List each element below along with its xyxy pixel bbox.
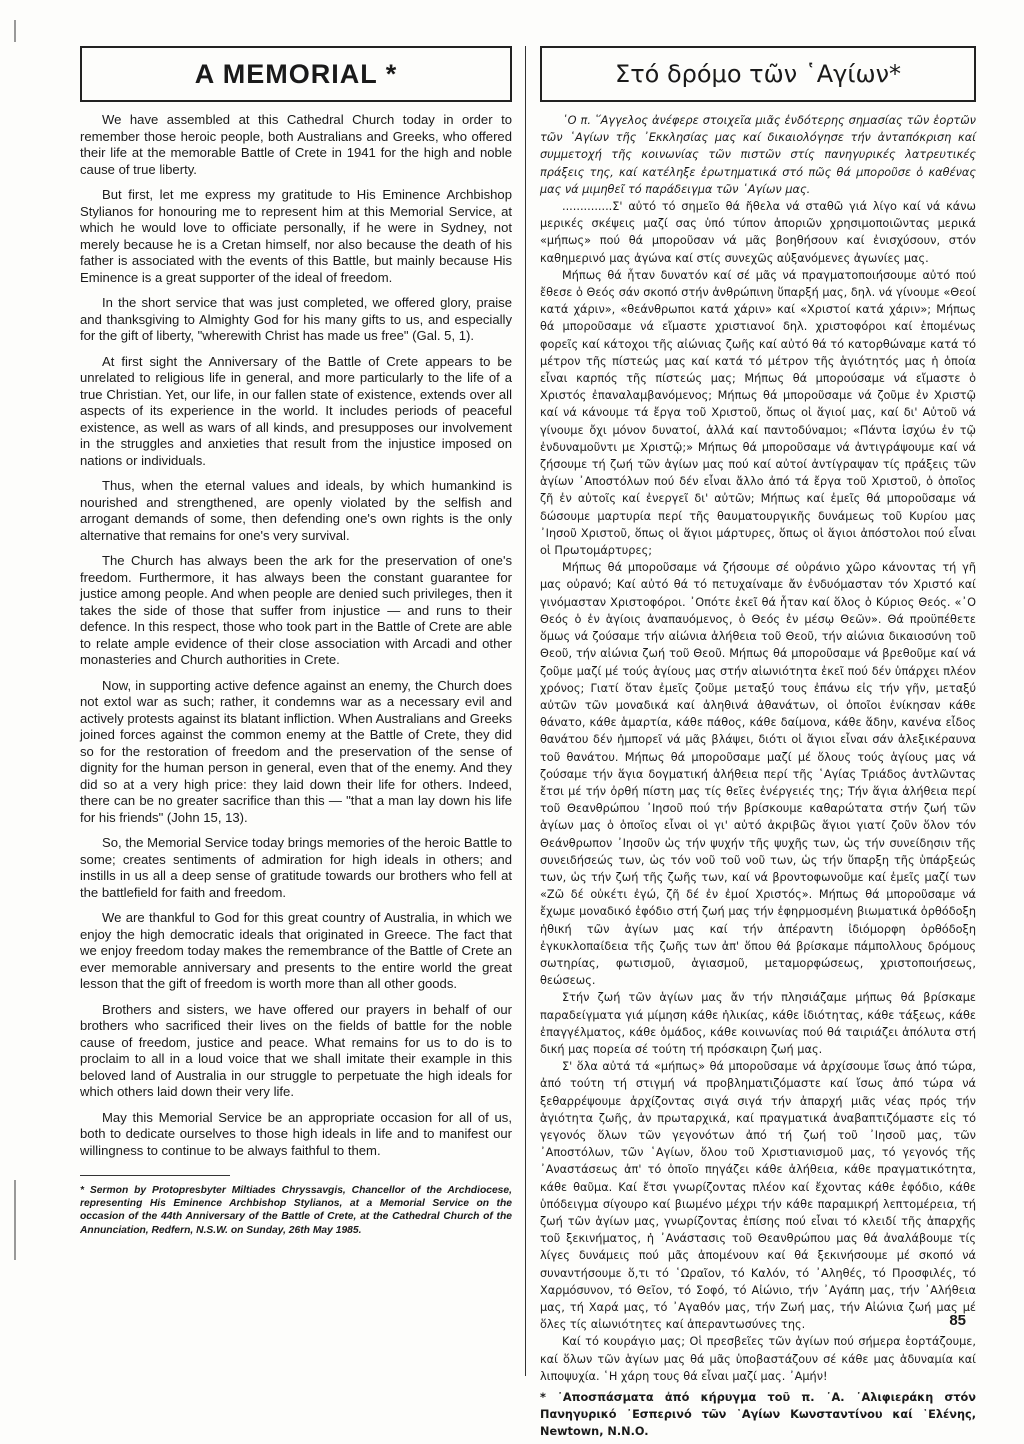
paragraph: ..............Σ' αὐτό τό σημεῖο θά ἤθελα νά σταθῶ γιά λίγο καί νά κάνω μερικές σκέψεις μαζί σας ὑπό τύπον ἀποριῶν χρησιμοποιῶντας μερικά «μήπως» πού θά μποροῦσαν νά μᾶς βοηθήσουν καί ἐνισχύσουν, στόν καθημερινό μας ἀγώνα καί στίς συνεχῶς αὐξανόμενες ἀγωνίες μας. — [540, 200, 976, 265]
paragraph: At first sight the Anniversary of the Battle of Crete appears to be unrelated to religious life in general, and more particularly to the life of a true Christian. Yet, our life, in our fallen state of existence, extends over all aspects of its experience in the world. It includes periods of peaceful existence, as well as wars of all kinds, and presupposes our involvement in the struggles and anxieties that result from the injustice imposed on nations or individuals. — [80, 353, 512, 468]
paragraph: ῾Ο π. ῞Αγγελος ἀνέφερε στοιχεῖα μιᾶς ἐνδότερης σημασίας τῶν ἑορτῶν τῶν ῾Αγίων τῆς ᾿Εκκλησίας μας καί δικαιολόγησε τήν ἀνταπόκριση καί συμμετοχή τῆς κοινωνίας τῶν πιστῶν στίς πανηγυρικές λατρευτικές πράξεις της, καί κατέληξε ἐρωτηματικά στό πῶς θά μποροῦσε ὁ καθένας μας νά μιμηθεῖ τό παράδειγμα τῶν ῾Αγίων μας. — [540, 114, 976, 196]
paragraph: Thus, when the eternal values and ideals, by which humankind is nourished and strengthened, are openly violated by the selfish and arrogant demands of some, then defending one's own rights is the only alternative that remains for one's very survival. — [80, 478, 512, 543]
greek-column — [540, 46, 976, 1441]
paragraph: Now, in supporting active defence against an enemy, the Church does not extol war as such; rather, it condemns war as a necessary evil and actively protests against its blatant infliction. When Australians and Greeks joined forces against the common enemy at the Battle of Crete, they did so for the restoration of freedom and the preservation of the sense of dignity for the human person in general, even that of the enemy. And they did so at a very high price: they laid down their life for others. Indeed, there can be no greater sacrifice than this — "that a man lay down his life for his friends" (John 15, 13). — [80, 677, 512, 825]
paragraph: Στήν ζωή τῶν ἁγίων μας ἄν τήν πλησιάζαμε μήπως θά βρίσκαμε παραδείγματα γιά μίμηση κάθε ἡλικίας, κάθε ἰδιότητας, κάθε τάξεως, κάθε ἐπαγγέλματος, κάθε ὁμάδος, κάθε κοινωνίας πού θά ταιριάζει ἀπόλυτα στή δική μας πορεία σέ τούτη τή πρόσκαιρη ζωή μας. — [540, 991, 976, 1056]
paragraph: Brothers and sisters, we have offered our prayers in behalf of our brothers who sacrificed their lives on the fields of battle for the noble cause of freedom, justice and peace. What remains for us to do is to proclaim to all in a loud voice that we shall imitate their example in this beloved land of Australia in our struggle to perpetuate the high ideals for which others laid down their very life. — [80, 1001, 512, 1099]
english-title-box — [80, 46, 512, 102]
english-footnote: * Sermon by Protopresbyter Miltiades Chryssavgis, Chancellor of the Archdiocese, representing His Eminence Archbishop Stylianos, at a Memorial Service on the occasion of the 44th Anniversary of the Battle of Crete, at the Cathedral Church of the Annunciation, Redfern, N.S.W. on Sunday, 26th May 1985. — [80, 1185, 512, 1236]
paragraph: We are thankful to God for this great country of Australia, in which we enjoy the high democratic ideals that originated in Greece. The fact that we enjoy freedom today makes the remembrance of the Battle of Crete an ever memorable anniversary and presents to the entire world the great lesson that the gift of freedom is worth more than all other goods. — [80, 910, 512, 991]
paragraph: Μήπως θά μποροῦσαμε νά ζήσουμε σέ οὐράνιο χῶρο κάνοντας τή γῆ μας οὐρανό; Καί αὐτό θά τό πετυχαίναμε ἄν ἐνδυόμασταν τόν Χριστό καί γινόμασταν Χριστοφόροι. ᾿Οπότε ἐκεῖ θά ἦταν καί ὅλος ὁ Κύριος Θεός. «᾿Ο Θεός ὁ ἐν ἁγίοις ἀναπαυόμενος, ὁ Θεός ἐν μέσῳ Θεῶν». Θά προϋπέθετε ὅμως νά ζούσαμε τήν αἰώνια ἀλήθεια τοῦ Θεοῦ, τήν αἰώνια δικαιοσύνη τοῦ Θεοῦ, τήν αἰώνια ζωή τοῦ Θεοῦ. Μήπως θά μποροῦσαμε νά βρεθοῦμε καί νά ζοῦμε μαζί μέ τούς ἁγίους μας στήν αἰωνιότητα ἐκεῖ πού δέν ὑπάρχει πλέον χρόνος; Γιατί ὅταν ἐμεῖς ζοῦμε μεταξύ τους ἐπάνω εἰς τήν γῆν, μεταξύ αὐτῶν τῶν μοναδικά καί ἀληθινά ἀθανάτων, οἱ ὁποῖοι ἐνίκησαν κάθε θάνατο, κάθε ἁμαρτία, κάθε πάθος, κάθε δαίμονα, κάθε ἅδην, κανένα εἶδος θανάτου δέν ἠμπορεῖ νά μᾶς βλάψει, διότι οἱ ἅγιοι εἶναι σάν ἀλεξικέραυνα τοῦ θανάτου. Μήπως θά μποροῦσαμε μαζί μέ ὅλους τούς ἁγίους μας νά ζούσαμε τήν ἅγια δογματική ἀλήθεια περί τῆς ῾Αγίας Τριάδος ἀντλῶντας ἔτσι μέ τήν ὀρθή πίστη μας τίς θεῖες ἐνέργειές της; Τήν ἅγια ἀλήθεια περί τοῦ Θεανθρώπου ᾿Ιησοῦ πού τήν βρίσκουμε καθαρώτατα στήν ζωή τῶν ἁγίων μας ὁ ὁποῖος εἶναι οἱ γι' αὐτό ἀκριβῶς ἅγιοι γιατί ζοῦν ὅλον τόν Θεάνθρωπον ᾿Ιησοῦν ὡς τήν ψυχήν τῆς ψυχῆς των, ὡς τήν συνείδησιν τῆς συνειδήσεώς των, ὡς τόν νοῦ τοῦ νοῦ των, ὡς τήν ὕπαρξη τῆς ὑπάρξεώς των, ὡς τήν ζωή τῆς ζωῆς των, καί νά βροντοφωνοῦμε καί ἐμεῖς μαζί των «Ζῶ δέ οὐκέτι ἐγώ, ζῆ δέ ἐν ἐμοί Χριστός». Μήπως θά μποροῦσαμε νά ἔχωμε μοναδικό ἐφόδιο στή ζωή μας τήν ἐφηρμοσμένη βιωματικά ὀρθόδοξη ἠθική τῶν ἁγίων μας καί τήν ἀπέραντη ἰδιόμορφη ὀρθόδοξη ἐγκυκλοπαίδεια τῆς ζωῆς των ἀπ' ὅπου θά βρίσκαμε πάμπολλους δρόμους σωτηρίας, φωτισμοῦ, ἁγιασμοῦ, μεταμορφώσεως, χριστοποιήσεως, θεώσεως. — [540, 561, 976, 988]
page-number: 85 — [949, 1312, 966, 1329]
paragraph: But first, let me express my gratitude to His Eminence Archbishop Stylianos for honouring me to represent him at this Memorial Service, at which he would love to officiate personally, if he were in Sydney, not merely because he is a Cretan himself, nor also because the death of his father is associated with the events of this Battle, but mainly because His Eminence is a great supporter of the ideal of freedom. — [80, 187, 512, 285]
paragraph: Μήπως θά ἦταν δυνατόν καί σέ μᾶς νά πραγματοποιήσουμε αὐτό πού ἔθεσε ὁ Θεός σάν σκοπό στήν ἀνθρώπινη ὕπαρξή μας, δηλ. νά γίνουμε «Θεοί κατά χάριν», «θεάνθρωποι κατά χάριν» καί «Χριστοί κατά χάριν»; Μήπως θά μποροῦσαμε νά εἴμαστε χριστιανοί δηλ. χριστοφόροι καί ἑπομένως φορεῖς καί κάτοχοι τῆς αἰώνιας ζωῆς καί αὐτό θά τό κατορθώναμε κατά τό μέτρον τῆς πίστεώς μας καί κατά τό μέτρον τῆς ἁγιότητός μας ἡ ὁποία εἶναι καρπός τῆς πίστεώς μας; Μήπως θά μπορούσαμε νά εἴμαστε ὁ Χριστός ἐπαναλαμβανόμενος; Μήπως θά μποροῦσαμε νά ζοῦμε ἐν Χριστῷ καί νά κάνουμε τά ἔργα τοῦ Χριστοῦ, ὅπως οἱ ἅγιοί μας, καί δι' Αὐτοῦ νά γίνουμε ὄχι μόνον δυνατοί, ἀλλά καί παντοδύναμοι; «Πάντα ἰσχύω ἐν τῷ ἐνδυναμοῦντι με Χριστῷ;» Μήπως θά μποροῦσαμε νά ἀντιγράψουμε καί νά ζήσουμε τή ζωή τῶν ἁγίων μας πού καί αὐτοί ἀντίγραψαν τίς πράξεις τῶν ἁγίων ᾿Αποστόλων πού δέν εἶναι ἄλλο ἀπό τά ἔργα τοῦ Χριστοῦ, ὁ ὁποῖος ζῆ ἐν αὐτοῖς καί ἐνεργεῖ δι' αὐτῶν; Μήπως καί ἐμεῖς θά μποροῦσαμε νά δώσουμε μαρτυρία περί τῆς θαυματουργικῆς δυνάμεως τοῦ Κυρίου μας ᾿Ιησοῦ Χριστοῦ, ὅπως οἱ ἅγιοι μάρτυρες, ὅπως οἱ ἅγιοι ἀπόστολοι πού εἶναι οἱ Πρωτομάρτυρες; — [540, 268, 976, 558]
english-title: A MEMORIAL * — [194, 58, 398, 89]
greek-body — [540, 112, 976, 1385]
greek-footnote: * ᾿Αποσπάσματα ἀπό κήρυγμα τοῦ π. ᾿Α. ᾿Αλιφιεράκη στόν Πανηγυρικό ᾿Εσπερινό τῶν ῾Αγίων Κωνσταντίνου καί ῾Ελένης, Newtown, N.N.O. — [540, 1391, 976, 1439]
greek-title: Στό δρόμο τῶν ῾Αγίων* — [615, 60, 901, 88]
english-column — [80, 46, 512, 1237]
paragraph: So, the Memorial Service today brings memories of the heroic Battle to some; creates sentiments of admiration for high ideals in others; and instills in us all a deep sense of gratitude towards our brothers who fell at the battlefield for faith and freedom. — [80, 835, 512, 900]
paragraph: Σ' ὅλα αὐτά τά «μήπως» θά μποροῦσαμε νά ἀρχίσουμε ἴσως ἀπό τώρα, ἀπό τούτη τή στιγμή νά προβληματιζόμαστε καί ἴσως ἀπό τώρα νά ξεθαρρέψουμε ἀρχίζοντας σιγά σιγά τήν ἀπαρχή μιᾶς νέας πρός τήν ἁγιότητα ζωῆς, ἀν πρωταρχικά, καί πραγματικά ἀναβαπτιζόμαστε εἰς τό γεγονός ὅλων τῶν γεγονότων ἀπό τή ζωή τοῦ ᾿Ιησοῦ μας, τῶν ᾿Αποστόλων, τῶν ῾Αγίων, ὅλου τοῦ Χριστιανισμοῦ μας, τό γεγονός τῆς ᾿Αναστάσεως ἀπ' τό ὁποῖο πηγάζει κάθε ἀλήθεια, κάθε πραγματικότητα, κάθε θαῦμα. Καί ἔτσι γνωρίζοντας πλέον καί ἔχοντας κάθε ἐφόδιο, κάθε ὑπόδειγμα σίγουρο καί βιωμένο μέχρι τήν κάθε παραμικρή λεπτομέρεια, τή ζωή τῶν ἁγίων μας, γνωρίζοντας ἐπίσης πού εἶναι τό κλειδί τῆς ἀπαρχῆς τοῦ ξεκινήματος, ἡ ᾿Ανάστασις τοῦ Θεανθρώπου μας θά ἀναλάβουμε τίς λίγες δυνάμεις πού μᾶς ἀπομένουν καί θά ξεκινήσουμε μέ σκοπό νά συναντήσουμε ὅ,τι τό ῾Ωραῖον, τό Καλόν, τό ᾿Αληθές, τό Προσφιλές, τό Χαρμόσυνον, τό Θεῖον, τό Σοφό, τό Αἰώνιο, τήν ᾿Αγάπη μας, τήν ᾿Αλήθεια μας, τή Χαρά μας, τό ᾿Αγαθόν μας, τήν Ζωή μας, τήν Αἰώνια ζωή μας μέ ὅλες τίς αἰωνιότητες καί ἀπεραντωσύνες της. — [540, 1060, 976, 1332]
english-body — [80, 112, 512, 1159]
footnote-rule — [80, 1175, 230, 1176]
paragraph: In the short service that was just completed, we offered glory, praise and thanksgiving to Almighty God for his many gifts to us, and especially for the gift of liberty, "wherewith Christ has made us free" (Gal. 5, 1). — [80, 295, 512, 343]
paragraph: May this Memorial Service be an appropriate occasion for all of us, both to dedicate ourselves to those high ideals in life and to manifest our willingness to continue to be always faithful to them. — [80, 1109, 512, 1158]
paragraph: The Church has always been the ark for the preservation of one's freedom. Furthermore, it has always been the constant guarantee for justice among people. And when people are denied such privileges, then it takes the side of those that suffer from injustice — and runs to their defence. In this respect, those who took part in the Battle of Crete are able to relate ample evidence of their close association with Arcadi and other monasteries and Church authorities in Crete. — [80, 553, 512, 667]
scan-edge-mark — [14, 20, 16, 42]
greek-title-box — [540, 46, 976, 102]
column-divider — [525, 46, 526, 1376]
paragraph: We have assembled at this Cathedral Church today in order to remember those heroic people, both Australians and Greeks, who offered their life at the memorable Battle of Crete in 1941 for the high and noble cause of true liberty. — [80, 112, 512, 177]
paragraph: Καί τό κουράγιο μας; Οἱ πρεσβεῖες τῶν ἁγίων πού σήμερα ἑορτάζουμε, καί ὅλων τῶν ἁγίων μας θά μᾶς ὑποβαστάζουν σέ κάθε μας ἀδυναμία καί λιποψυχία. ῾Η χάρη τους θά εἶναι μαζί μας. ᾿Αμήν! — [540, 1335, 976, 1383]
scan-edge-mark — [14, 1180, 16, 1260]
